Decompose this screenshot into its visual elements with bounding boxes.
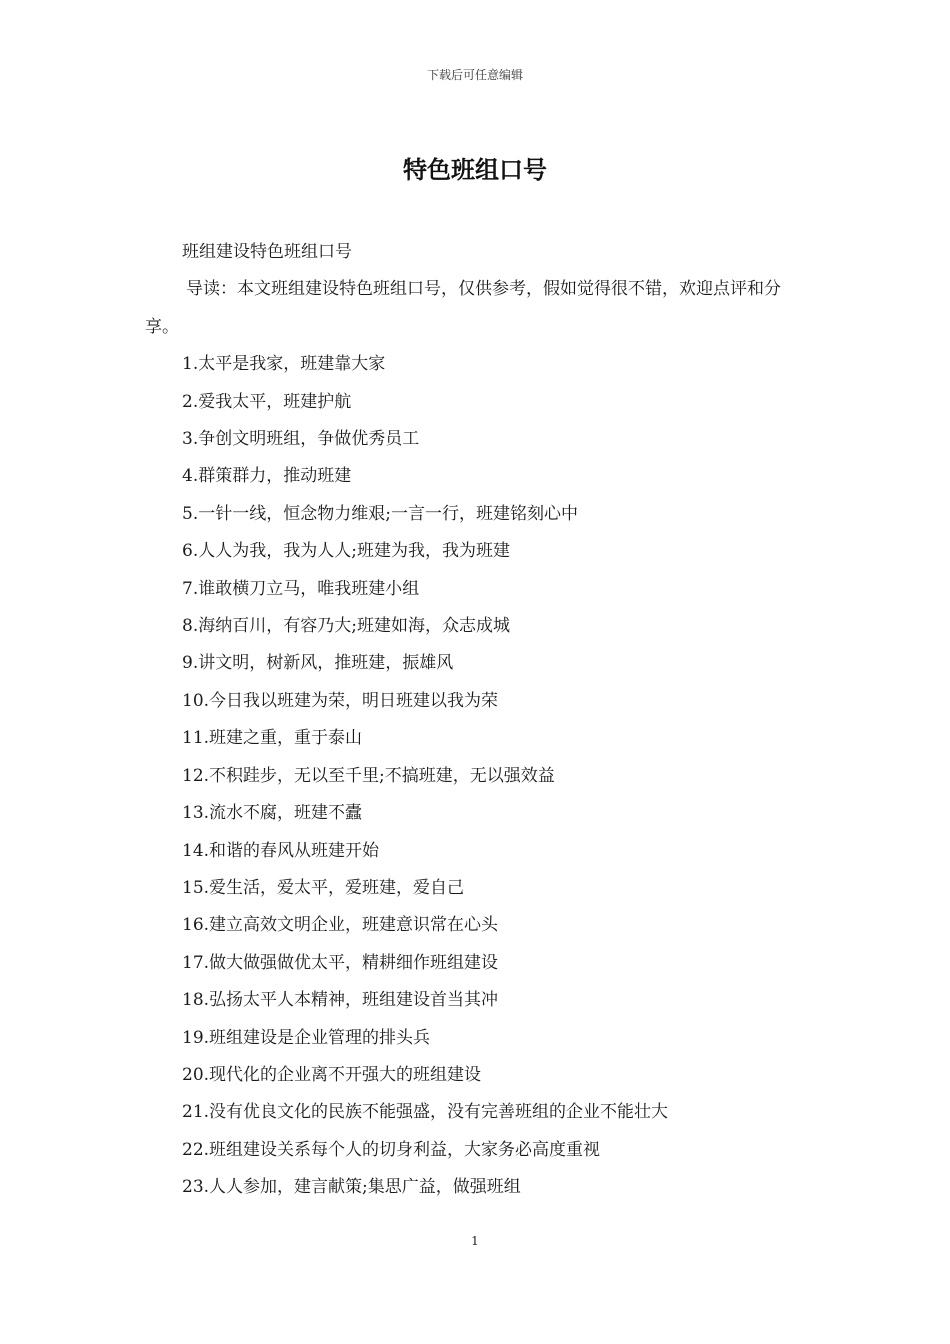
list-item: 2.爱我太平，班建护航 <box>182 391 352 412</box>
list-item: 10.今日我以班建为荣，明日班建以我为荣 <box>182 690 499 711</box>
list-item: 16.建立高效文明企业，班建意识常在心头 <box>182 915 499 936</box>
list-item: 14.和谐的春风从班建开始 <box>182 840 380 861</box>
intro-paragraph: 导读：本文班组建设特色班组口号，仅供参考，假如觉得很不错，欢迎点评和分享。 <box>145 279 781 337</box>
list-item: 9.讲文明，树新风，推班建，振雄风 <box>182 653 454 674</box>
list-item: 6.人人为我，我为人人;班建为我，我为班建 <box>182 541 510 562</box>
list-item: 20.现代化的企业离不开强大的班组建设 <box>182 1064 482 1085</box>
list-item: 1.太平是我家，班建靠大家 <box>182 354 386 375</box>
list-item: 22.班组建设关系每个人的切身利益，大家务必高度重视 <box>182 1139 601 1160</box>
header-note: 下载后可任意编辑 <box>426 68 523 82</box>
list-item: 11.班建之重，重于泰山 <box>182 728 363 749</box>
list-item: 8.海纳百川，有容乃大;班建如海，众志成城 <box>182 616 510 637</box>
page-number: 1 <box>471 1234 479 1248</box>
page-title: 特色班组口号 <box>403 156 547 184</box>
list-item: 17.做大做强做优太平，精耕细作班组建设 <box>182 952 499 973</box>
list-item: 5.一针一线，恒念物力维艰;一言一行，班建铭刻心中 <box>182 503 578 524</box>
list-item: 7.谁敢横刀立马，唯我班建小组 <box>182 578 420 599</box>
list-item: 21.没有优良文化的民族不能强盛，没有完善班组的企业不能壮大 <box>182 1102 669 1123</box>
list-item: 13.流水不腐，班建不蠹 <box>182 803 363 824</box>
list-item: 12.不积跬步，无以至千里;不搞班建，无以强效益 <box>182 765 555 786</box>
list-item: 4.群策群力，推动班建 <box>182 466 352 487</box>
slogan-list <box>145 346 810 1206</box>
list-item: 19.班组建设是企业管理的排头兵 <box>182 1027 431 1048</box>
list-item: 15.爱生活，爱太平，爱班建，爱自己 <box>182 877 465 898</box>
document-body <box>145 234 810 1207</box>
list-item: 23.人人参加，建言献策;集思广益，做强班组 <box>182 1177 521 1198</box>
subtitle: 班组建设特色班组口号 <box>182 242 352 262</box>
list-item: 3.争创文明班组，争做优秀员工 <box>182 429 420 450</box>
list-item: 18.弘扬太平人本精神，班组建设首当其冲 <box>182 990 499 1011</box>
